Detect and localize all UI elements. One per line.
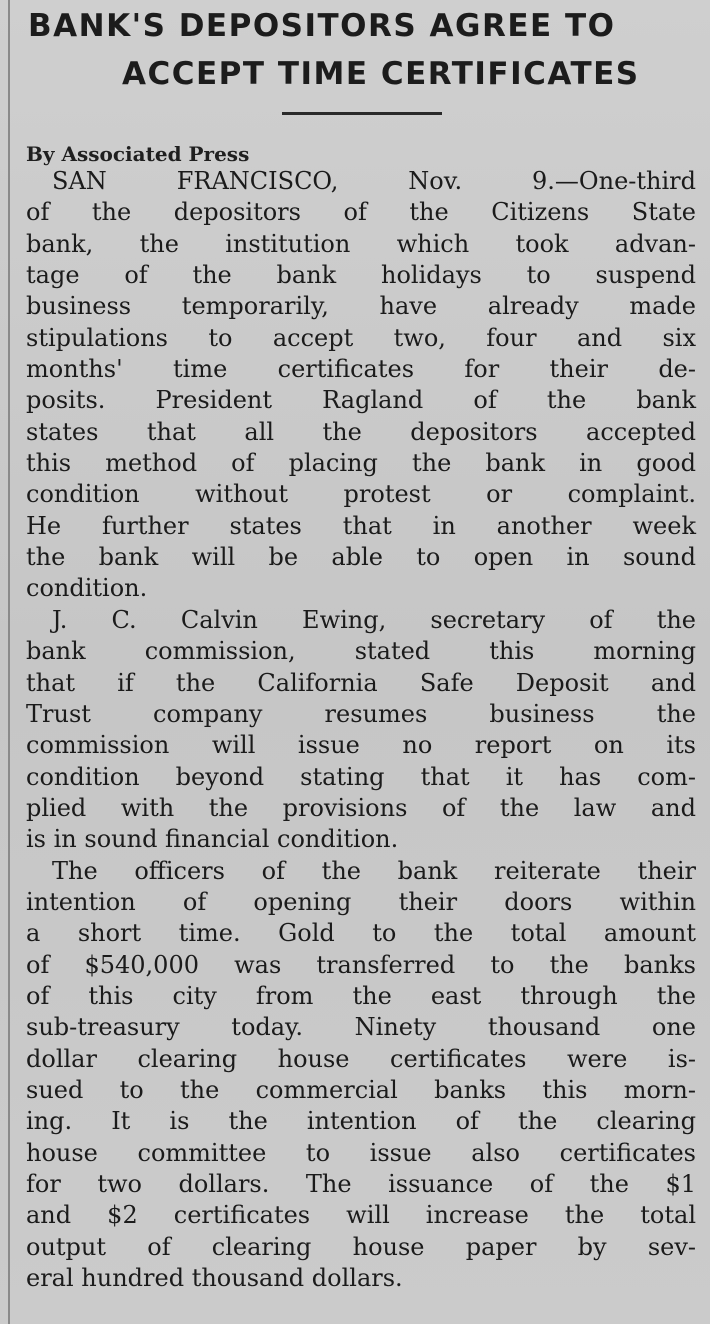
headline-rule xyxy=(282,112,442,115)
article-line: bank commission, stated this morning xyxy=(26,637,696,666)
article-line: condition beyond stating that it has com- xyxy=(26,762,696,791)
article-line: of the depositors of the Citizens State xyxy=(26,198,696,227)
article-line: that if the California Safe Deposit and xyxy=(26,668,696,697)
article-line: tage of the bank holidays to suspend xyxy=(26,261,696,290)
article-line: posits. President Ragland of the bank xyxy=(26,386,696,415)
article-line: bank, the institution which took advan- xyxy=(26,229,696,258)
article-line: this method of placing the bank in good xyxy=(26,449,696,478)
article-line: plied with the provisions of the law and xyxy=(26,793,696,822)
article-line: intention of opening their doors within xyxy=(26,887,696,916)
article-line: business temporarily, have already made xyxy=(26,292,696,321)
article-line: the bank will be able to open in sound xyxy=(26,543,696,572)
article-line: sub-treasury today. Ninety thousand one xyxy=(26,1013,696,1042)
column-rule xyxy=(8,0,10,1324)
article-line: months' time certificates for their de- xyxy=(26,355,696,384)
headline-line-2: ACCEPT TIME CERTIFICATES xyxy=(122,56,640,92)
article-line: of this city from the east through the xyxy=(26,981,696,1010)
article-line: sued to the commercial banks this morn- xyxy=(26,1075,696,1104)
article-line: is in sound financial condition. xyxy=(26,825,399,854)
byline: By Associated Press xyxy=(26,142,250,166)
article-line: condition. xyxy=(26,574,148,603)
article-line: states that all the depositors accepted xyxy=(26,417,696,446)
article-body xyxy=(26,166,696,1294)
article-line: output of clearing house paper by sev- xyxy=(26,1232,696,1261)
article-line: stipulations to accept two, four and six xyxy=(26,323,696,352)
article-line: Trust company resumes business the xyxy=(26,699,696,728)
article-line: house committee to issue also certificates xyxy=(26,1138,696,1167)
article-line: a short time. Gold to the total amount xyxy=(26,919,696,948)
article-line: commission will issue no report on its xyxy=(26,731,696,760)
article-line: for two dollars. The issuance of the $1 xyxy=(26,1170,696,1198)
article-line: ing. It is the intention of the clearing xyxy=(26,1107,696,1136)
article-line: eral hundred thousand dollars. xyxy=(26,1264,403,1293)
article-line: J. C. Calvin Ewing, secretary of the xyxy=(52,605,696,634)
article-line: and $2 certificates will increase the total xyxy=(26,1201,696,1230)
article-line: SAN FRANCISCO, Nov. 9.—One-third xyxy=(52,167,696,195)
article-line: condition without protest or complaint. xyxy=(26,480,696,509)
article-line: dollar clearing house certificates were is- xyxy=(26,1044,696,1073)
headline-line-1: BANK'S DEPOSITORS AGREE TO xyxy=(28,8,616,44)
article-line: The officers of the bank reiterate their xyxy=(52,856,696,885)
article-line: He further states that in another week xyxy=(26,511,696,540)
article-line: of $540,000 was transferred to the banks xyxy=(26,950,696,979)
